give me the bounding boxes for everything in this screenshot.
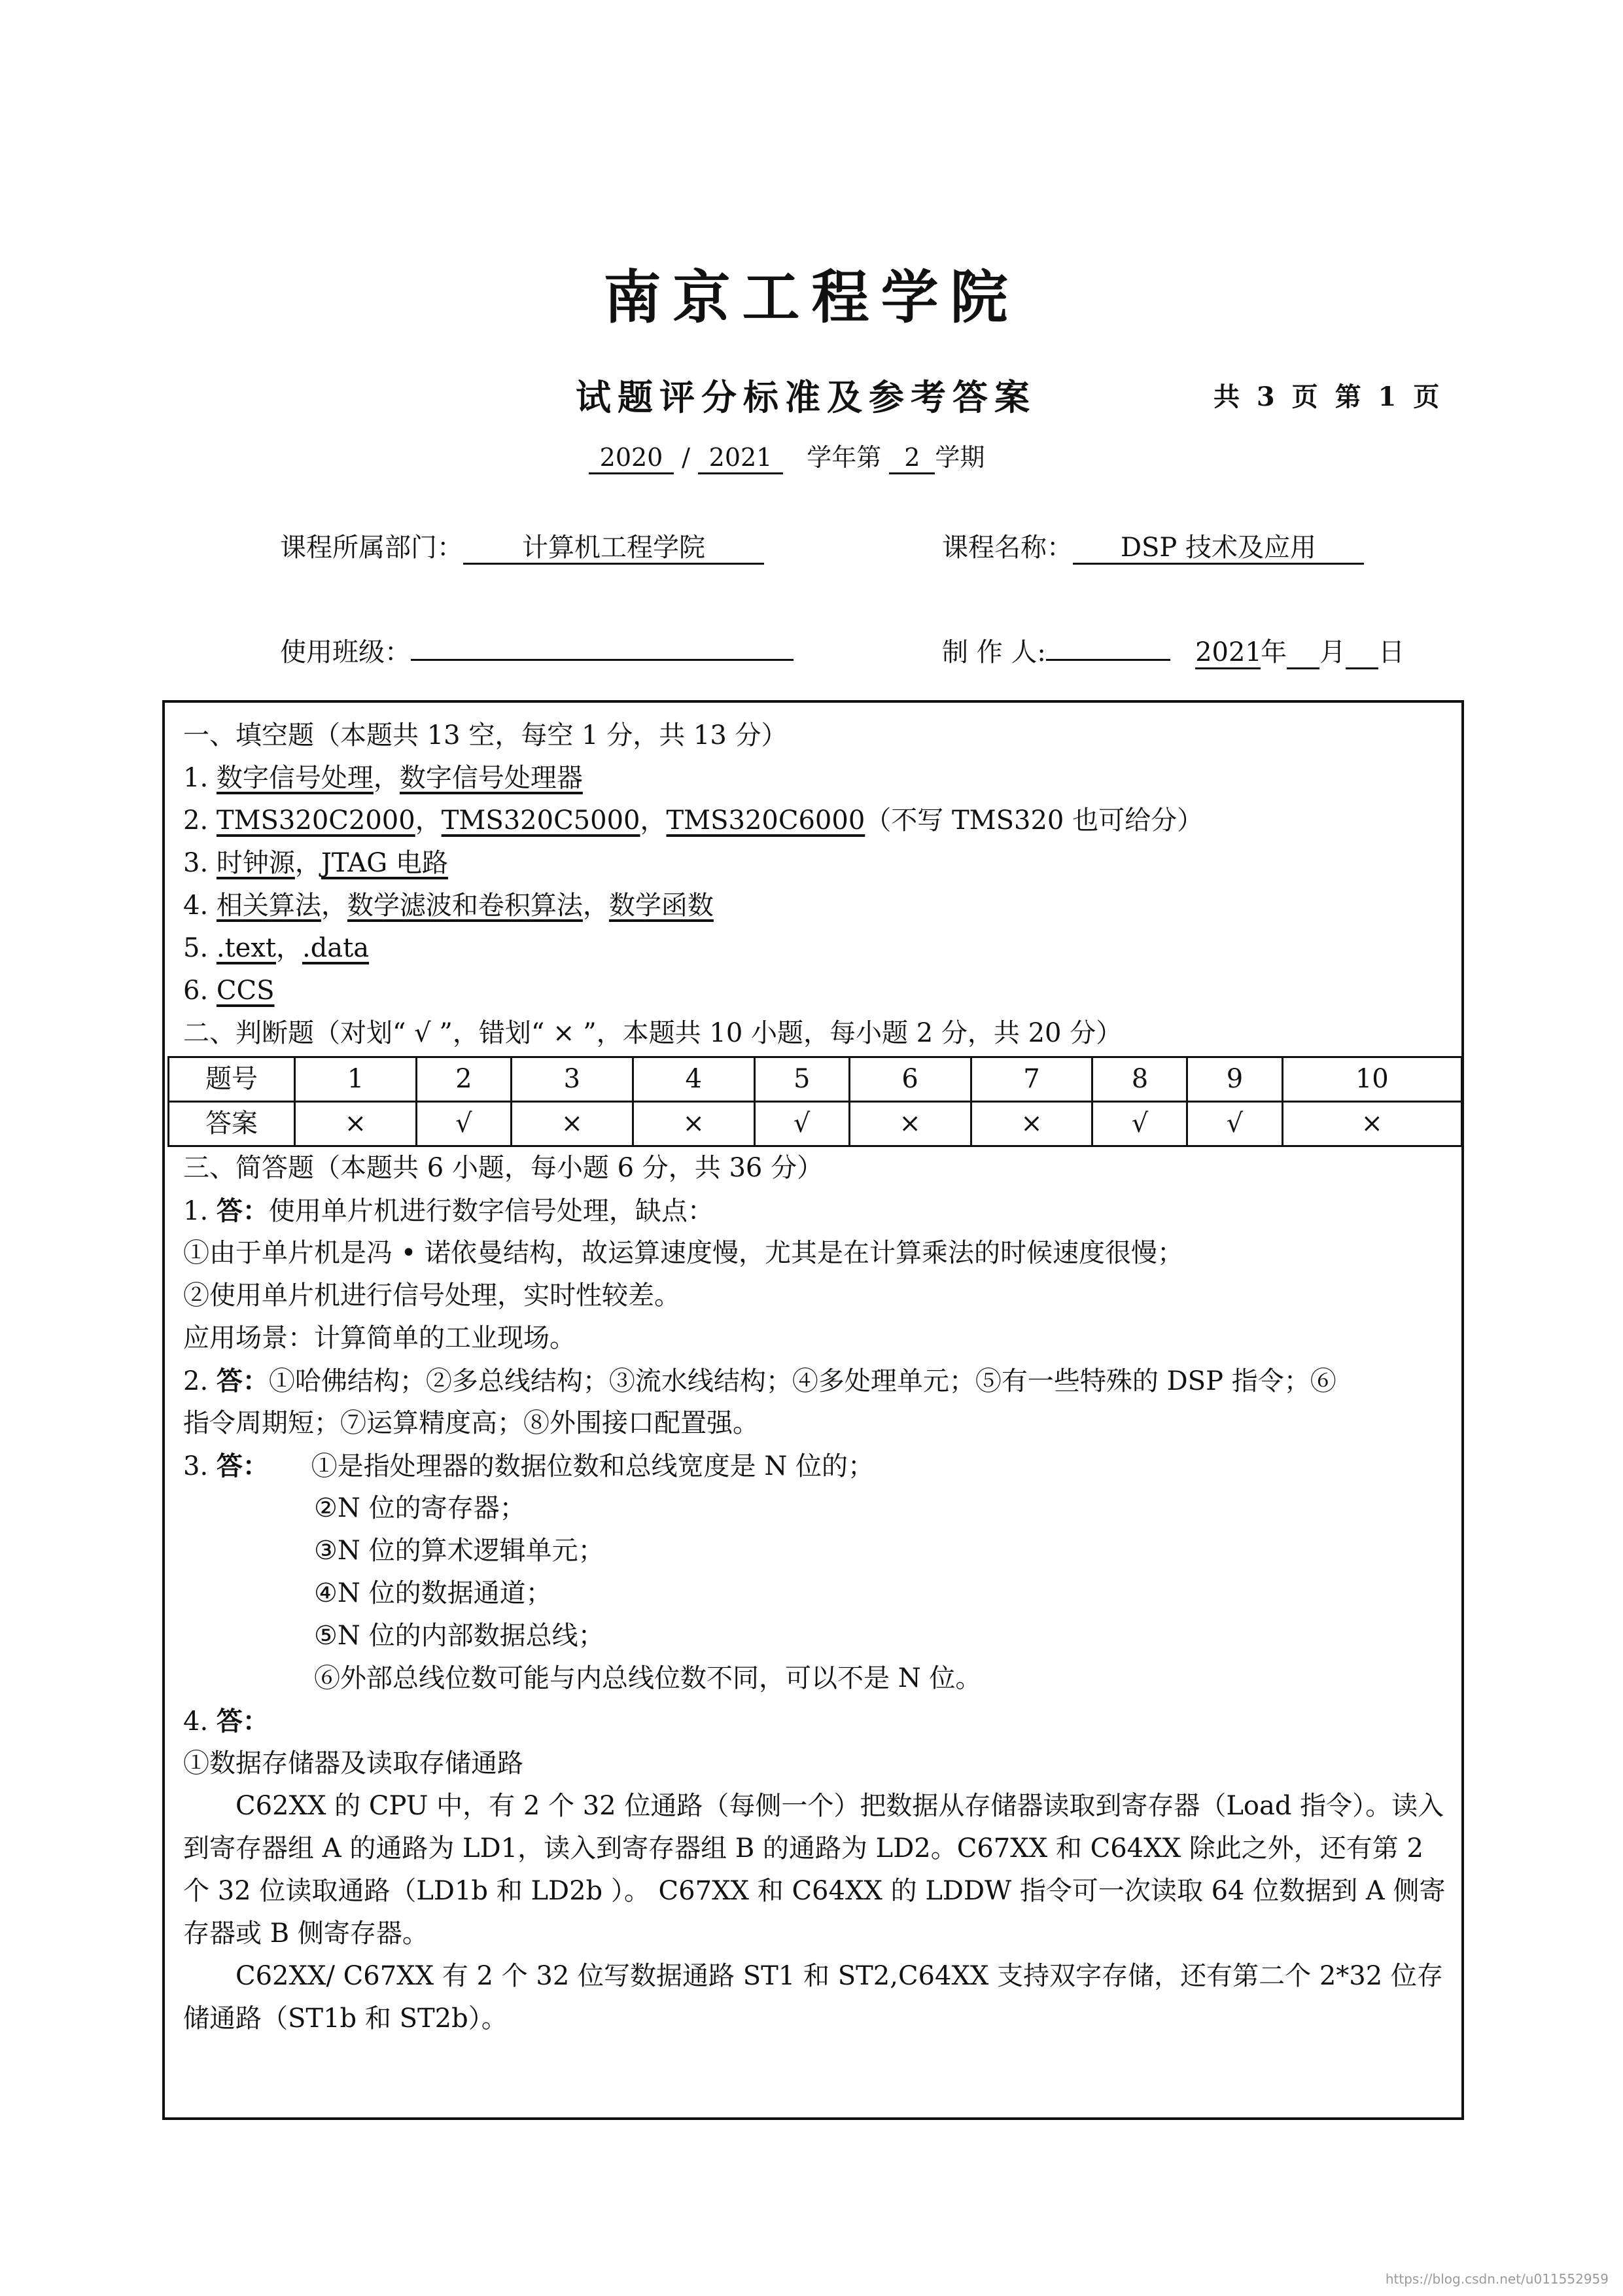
q-number: 3. xyxy=(183,848,209,878)
fill-answer-6 xyxy=(183,970,1448,1012)
term-line xyxy=(589,437,985,474)
date-day xyxy=(1346,637,1378,669)
answer-label: 答： xyxy=(216,1706,269,1737)
course-value: DSP 技术及应用 xyxy=(1073,533,1364,565)
table-cell: × xyxy=(295,1102,417,1146)
table-row xyxy=(169,1057,1462,1102)
class-value xyxy=(411,659,794,661)
dept-row xyxy=(280,527,764,565)
answer-line: ⑥外部总线位数可能与内总线位数不同，可以不是 N 位。 xyxy=(314,1663,982,1693)
answer-text: 相关算法 xyxy=(216,891,321,921)
answer-line: ①由于单片机是冯 • 诺依曼结构，故运算速度慢，尤其是在计算乘法的时候速度很慢； xyxy=(183,1238,1184,1268)
section3-heading: 三、简答题（本题共 6 小题，每小题 6 分，共 36 分） xyxy=(183,1153,824,1183)
fill-answer-4 xyxy=(183,885,1448,927)
table-row xyxy=(169,1102,1462,1146)
date-day-unit: 日 xyxy=(1378,637,1405,667)
separator: ， xyxy=(415,805,442,836)
fill-answer-2 xyxy=(183,800,1448,842)
answer-note: （不写 TMS320 也可给分） xyxy=(865,805,1204,836)
answer-line: 指令周期短；⑦运算精度高；⑧外围接口配置强。 xyxy=(183,1408,759,1438)
answer-text: TMS320C2000 xyxy=(216,805,415,836)
table-cell: × xyxy=(1282,1102,1461,1146)
answer-text: 数字信号处理器 xyxy=(399,763,583,793)
answer-label: 答： xyxy=(216,1195,269,1226)
answer-text: ①哈佛结构；②多总线结构；③流水线结构；④多处理单元；⑤有一些特殊的 DSP 指令；⑥ xyxy=(268,1366,1336,1396)
answer-text: 使用单片机进行数字信号处理，缺点： xyxy=(268,1196,714,1226)
q-number: 2. xyxy=(183,1366,209,1396)
table-cell: × xyxy=(511,1102,633,1146)
separator: ， xyxy=(294,848,321,878)
course-row xyxy=(942,527,1364,565)
separator: ， xyxy=(373,763,400,793)
answer-text: .text xyxy=(216,933,276,963)
class-row xyxy=(280,631,794,669)
table-cell: × xyxy=(971,1102,1092,1146)
table-cell: 8 xyxy=(1092,1057,1187,1102)
table-cell: 4 xyxy=(633,1057,754,1102)
class-label: 使用班级： xyxy=(280,637,411,667)
answer-text: TMS320C5000 xyxy=(441,805,640,836)
table-cell: × xyxy=(849,1102,971,1146)
maker-row xyxy=(942,631,1405,669)
term-label: 学期 xyxy=(935,443,985,472)
short-answer-1 xyxy=(183,1190,1448,1232)
answer-paragraph: C62XX 的 CPU 中，有 2 个 32 位通路（每侧一个）把数据从存储器读取到寄存器（Load 指令）。读入到寄存器组 A 的通路为 LD1，读入到寄存器组 B 的通路为 LD2。C67XX 和 C64XX 除此之外，还有第 2 个 32 位读取通路（LD1b 和 LD2b ）。 C67XX 和 C64XX 的 LDDW 指令可一次读取 64 位数据到 A 侧寄存器或 B 侧寄存器。 xyxy=(183,1791,1446,1949)
answer-label: 答： xyxy=(216,1451,269,1481)
answer-content xyxy=(183,715,1448,2040)
table-cell: 9 xyxy=(1187,1057,1282,1102)
q-number: 1. xyxy=(183,1196,209,1226)
term-number: 2 xyxy=(889,444,935,474)
row-label: 题号 xyxy=(169,1057,295,1102)
table-cell: 3 xyxy=(511,1057,633,1102)
table-cell: 6 xyxy=(849,1057,971,1102)
school-name: 南京工程学院 xyxy=(603,263,1020,331)
date-year-unit: 年 xyxy=(1261,637,1287,667)
date-month xyxy=(1287,637,1319,669)
table-cell: √ xyxy=(416,1102,511,1146)
answer-label: 答： xyxy=(216,1366,269,1396)
separator: ， xyxy=(321,891,347,921)
year-label: 学年第 xyxy=(807,443,882,472)
dept-value: 计算机工程学院 xyxy=(463,533,764,565)
fill-answer-1 xyxy=(183,757,1448,800)
answer-text: TMS320C6000 xyxy=(666,805,865,836)
section2-heading: 二、判断题（对划“ √ ”，错划“ × ”，本题共 10 小题，每小题 2 分，共 20 分） xyxy=(183,1018,1123,1048)
answer-text: 时钟源 xyxy=(216,848,295,878)
fill-answer-5 xyxy=(183,927,1448,970)
answer-line: ⑤N 位的内部数据总线； xyxy=(314,1621,604,1651)
answer-text: CCS xyxy=(216,976,275,1006)
table-cell: √ xyxy=(754,1102,849,1146)
course-label: 课程名称： xyxy=(942,533,1073,563)
page-count: 共 3 页 第 1 页 xyxy=(1213,381,1444,412)
answer-line: ①数据存储器及读取存储通路 xyxy=(183,1748,523,1778)
maker-label: 制 作 人: xyxy=(942,637,1046,667)
short-answer-3 xyxy=(183,1445,1448,1487)
year-start: 2020 xyxy=(589,444,674,474)
separator: ， xyxy=(640,805,667,836)
maker-value xyxy=(1046,659,1170,661)
watermark: https://blog.csdn.net/u011552959 xyxy=(1385,2271,1609,2287)
q-number: 4. xyxy=(183,891,209,921)
answer-box xyxy=(162,700,1464,2120)
answer-paragraph: C62XX/ C67XX 有 2 个 32 位写数据通路 ST1 和 ST2,C64XX 支持双字存储，还有第二个 2*32 位存储通路（ST1b 和 ST2b）。 xyxy=(183,1961,1443,2034)
answer-line: ②使用单片机进行信号处理，实时性较差。 xyxy=(183,1280,680,1311)
year-slash: / xyxy=(682,443,690,472)
dept-label: 课程所属部门： xyxy=(280,533,463,563)
fill-answer-3 xyxy=(183,842,1448,885)
short-answer-4 xyxy=(183,1700,1448,1742)
table-cell: 10 xyxy=(1282,1057,1461,1102)
judge-table xyxy=(167,1056,1463,1147)
q-number: 4. xyxy=(183,1706,209,1737)
table-cell: √ xyxy=(1187,1102,1282,1146)
table-cell: × xyxy=(633,1102,754,1146)
answer-text: .data xyxy=(302,933,370,963)
answer-line: 应用场景：计算简单的工业现场。 xyxy=(183,1323,576,1353)
answer-line: ④N 位的数据通道； xyxy=(314,1578,552,1608)
answer-text: 数学滤波和卷积算法 xyxy=(347,891,583,921)
doc-title: 试题评分标准及参考答案 xyxy=(576,376,1036,418)
row-label: 答案 xyxy=(169,1102,295,1146)
table-cell: 7 xyxy=(971,1057,1092,1102)
q-number: 3. xyxy=(183,1451,209,1481)
answer-text: ①是指处理器的数据位数和总线宽度是 N 位的； xyxy=(311,1451,875,1481)
table-cell: 1 xyxy=(295,1057,417,1102)
q-number: 1. xyxy=(183,763,209,793)
table-cell: 5 xyxy=(754,1057,849,1102)
date-month-unit: 月 xyxy=(1319,637,1346,667)
section1-heading: 一、填空题（本题共 13 空，每空 1 分，共 13 分） xyxy=(183,720,788,751)
table-cell: √ xyxy=(1092,1102,1187,1146)
answer-text: JTAG 电路 xyxy=(321,848,448,878)
table-cell: 2 xyxy=(416,1057,511,1102)
separator: ， xyxy=(275,933,302,963)
answer-line: ③N 位的算术逻辑单元； xyxy=(314,1536,604,1566)
q-number: 6. xyxy=(183,976,209,1006)
date-year: 2021 xyxy=(1195,637,1261,669)
answer-line: ②N 位的寄存器； xyxy=(314,1493,526,1523)
separator: ， xyxy=(582,891,609,921)
q-number: 5. xyxy=(183,933,209,963)
answer-text: 数字信号处理 xyxy=(216,763,374,793)
year-end: 2021 xyxy=(698,444,783,474)
q-number: 2. xyxy=(183,805,209,836)
answer-text: 数学函数 xyxy=(608,891,714,921)
short-answer-2 xyxy=(183,1360,1448,1402)
